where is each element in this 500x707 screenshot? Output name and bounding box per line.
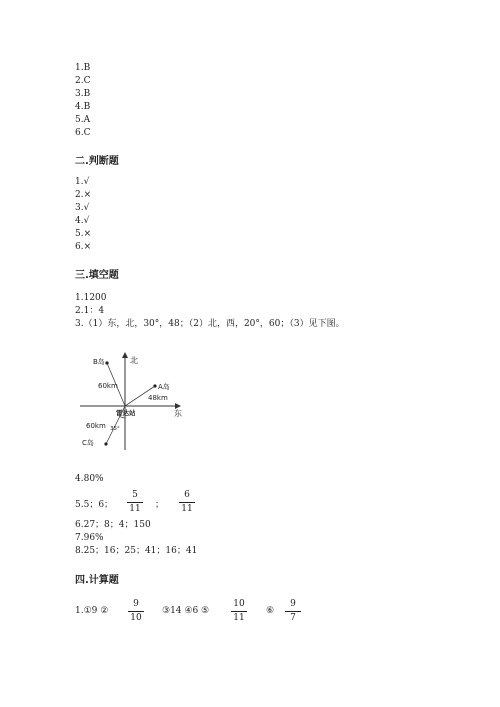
label-east: 东: [174, 409, 182, 418]
calc-heading: 四.计算题: [75, 575, 119, 586]
fraction-denominator: 11: [233, 613, 245, 623]
fraction-numerator: 9: [133, 599, 139, 609]
direction-diagram: [72, 350, 212, 462]
calc-answer-sixth: ⑥: [266, 606, 275, 616]
fraction-denominator: 10: [130, 613, 142, 623]
choice-answer-6: 6.C: [75, 128, 91, 138]
fraction-bar: [127, 502, 143, 503]
judge-answer-2: 2.×: [75, 190, 92, 200]
point-b: [105, 361, 108, 364]
fill-answer-6: 6.27；8；4；150: [75, 520, 151, 530]
judge-answer-5: 5.×: [75, 229, 92, 239]
fill-answer-2: 2.1：4: [75, 306, 105, 316]
label-north: 北: [130, 356, 138, 365]
point-c: [104, 442, 107, 445]
fraction-9-10: [128, 599, 144, 624]
label-dist-c: 60km: [86, 422, 106, 430]
choice-answer-4: 4.B: [75, 102, 91, 112]
fraction-denominator: 11: [181, 504, 193, 514]
fill-answer-3: 3.（1）东，北，30°，48；（2）北，西，20°，60；（3）见下图。: [75, 319, 345, 329]
judge-answer-4: 4.√: [75, 216, 90, 226]
fill-answer-4: 4.80%: [75, 474, 104, 484]
judge-heading: 二.判断题: [75, 156, 119, 167]
fill-heading: 三.填空题: [75, 270, 119, 281]
judge-answer-6: 6.×: [75, 242, 92, 252]
fill-answer-8: 8.25；16；25；41；16；41: [75, 546, 198, 556]
label-dist-a: 48km: [148, 394, 168, 402]
fraction-bar: [128, 611, 144, 612]
fraction-bar: [285, 611, 301, 612]
fraction-numerator: 10: [233, 599, 245, 609]
fill-answer-5-sep: ；: [155, 500, 165, 510]
calc-answer-prefix: 1.①9 ②: [75, 606, 109, 616]
fraction-numerator: 6: [184, 490, 190, 500]
judge-answer-3: 3.√: [75, 203, 90, 213]
fraction-numerator: 5: [132, 490, 138, 500]
fraction-bar: [231, 611, 247, 612]
fraction-10-11: [231, 599, 247, 624]
fraction-6-11: [179, 490, 195, 515]
label-b-island: B岛: [93, 358, 105, 366]
label-station: 雷达站: [116, 409, 136, 417]
calc-answer-middle: ③14 ④6 ⑤: [162, 606, 210, 616]
fraction-5-11: [127, 490, 143, 515]
judge-answer-1: 1.√: [75, 177, 90, 187]
fill-answer-5-prefix: 5.5；6；: [75, 500, 114, 510]
fill-answer-7: 7.96%: [75, 533, 104, 543]
fill-answer-1: 1.1200: [75, 293, 107, 303]
point-a: [153, 384, 156, 387]
choice-answer-1: 1.B: [75, 63, 91, 73]
label-a-island: A岛: [158, 383, 170, 391]
fraction-denominator: 11: [129, 504, 141, 514]
fraction-9-7: [285, 599, 301, 624]
fraction-bar: [179, 502, 195, 503]
choice-answer-2: 2.C: [75, 76, 91, 86]
label-dist-b: 60km: [98, 382, 118, 390]
choice-answer-3: 3.B: [75, 89, 91, 99]
label-c-island: C岛: [82, 439, 94, 447]
fraction-denominator: 7: [290, 613, 296, 623]
label-angle: 35°: [110, 426, 120, 432]
choice-answer-5: 5.A: [75, 115, 91, 125]
fraction-numerator: 9: [290, 599, 296, 609]
